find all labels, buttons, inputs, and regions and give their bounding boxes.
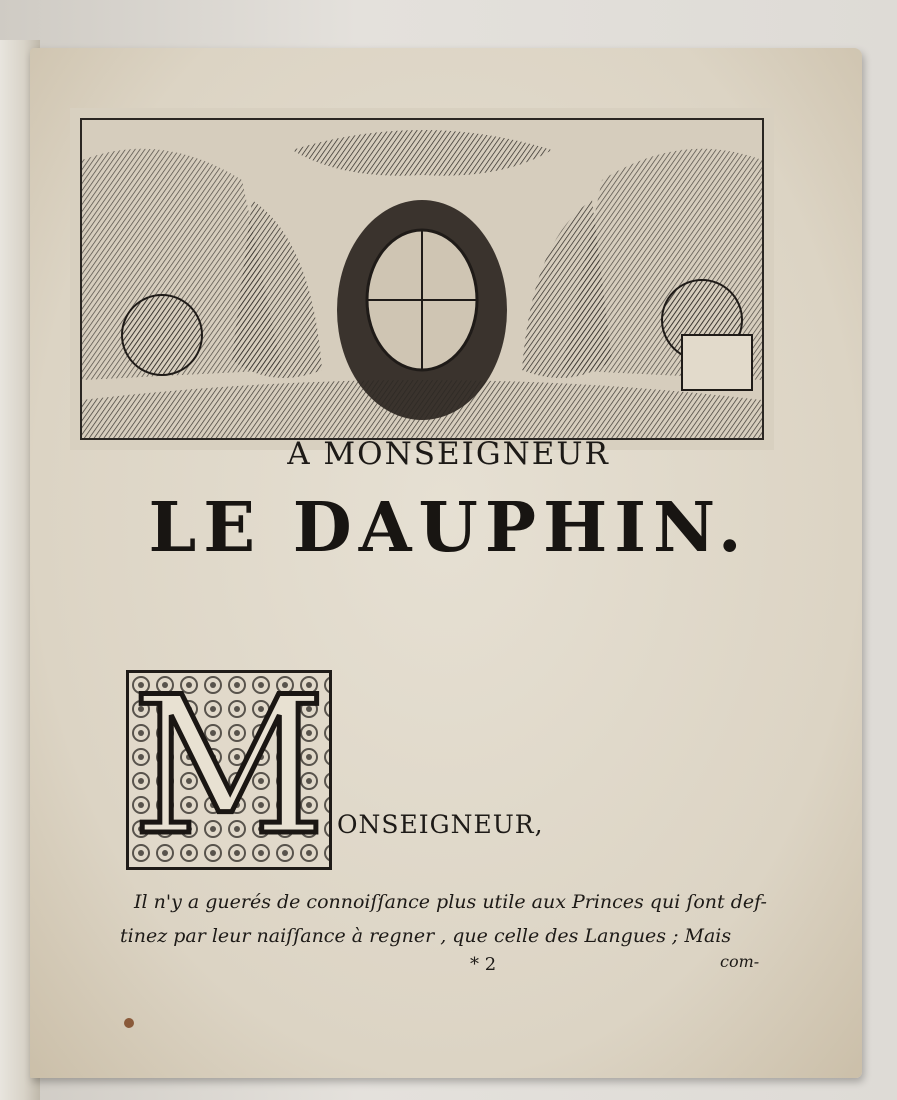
body-line: Il n'y a guerés de connoiſſance plus utile aux Princes qui ſont def-	[134, 891, 767, 913]
body-line: tinez par leur naiſſance à regner , que celle des Langues ; Mais	[120, 925, 732, 947]
catchword: com-	[720, 952, 760, 971]
engraved-headpiece	[80, 118, 764, 440]
dedication-heading: A MONSEIGNEUR	[287, 436, 610, 472]
foxing-stain	[124, 1018, 134, 1028]
body-text	[120, 885, 770, 953]
initial-letter: M	[131, 656, 327, 877]
signature-mark: * 2	[470, 954, 497, 975]
salutation: ONSEIGNEUR,	[337, 810, 544, 839]
dedication-title: LE DAUPHIN.	[148, 488, 749, 568]
decorated-initial	[126, 656, 332, 877]
